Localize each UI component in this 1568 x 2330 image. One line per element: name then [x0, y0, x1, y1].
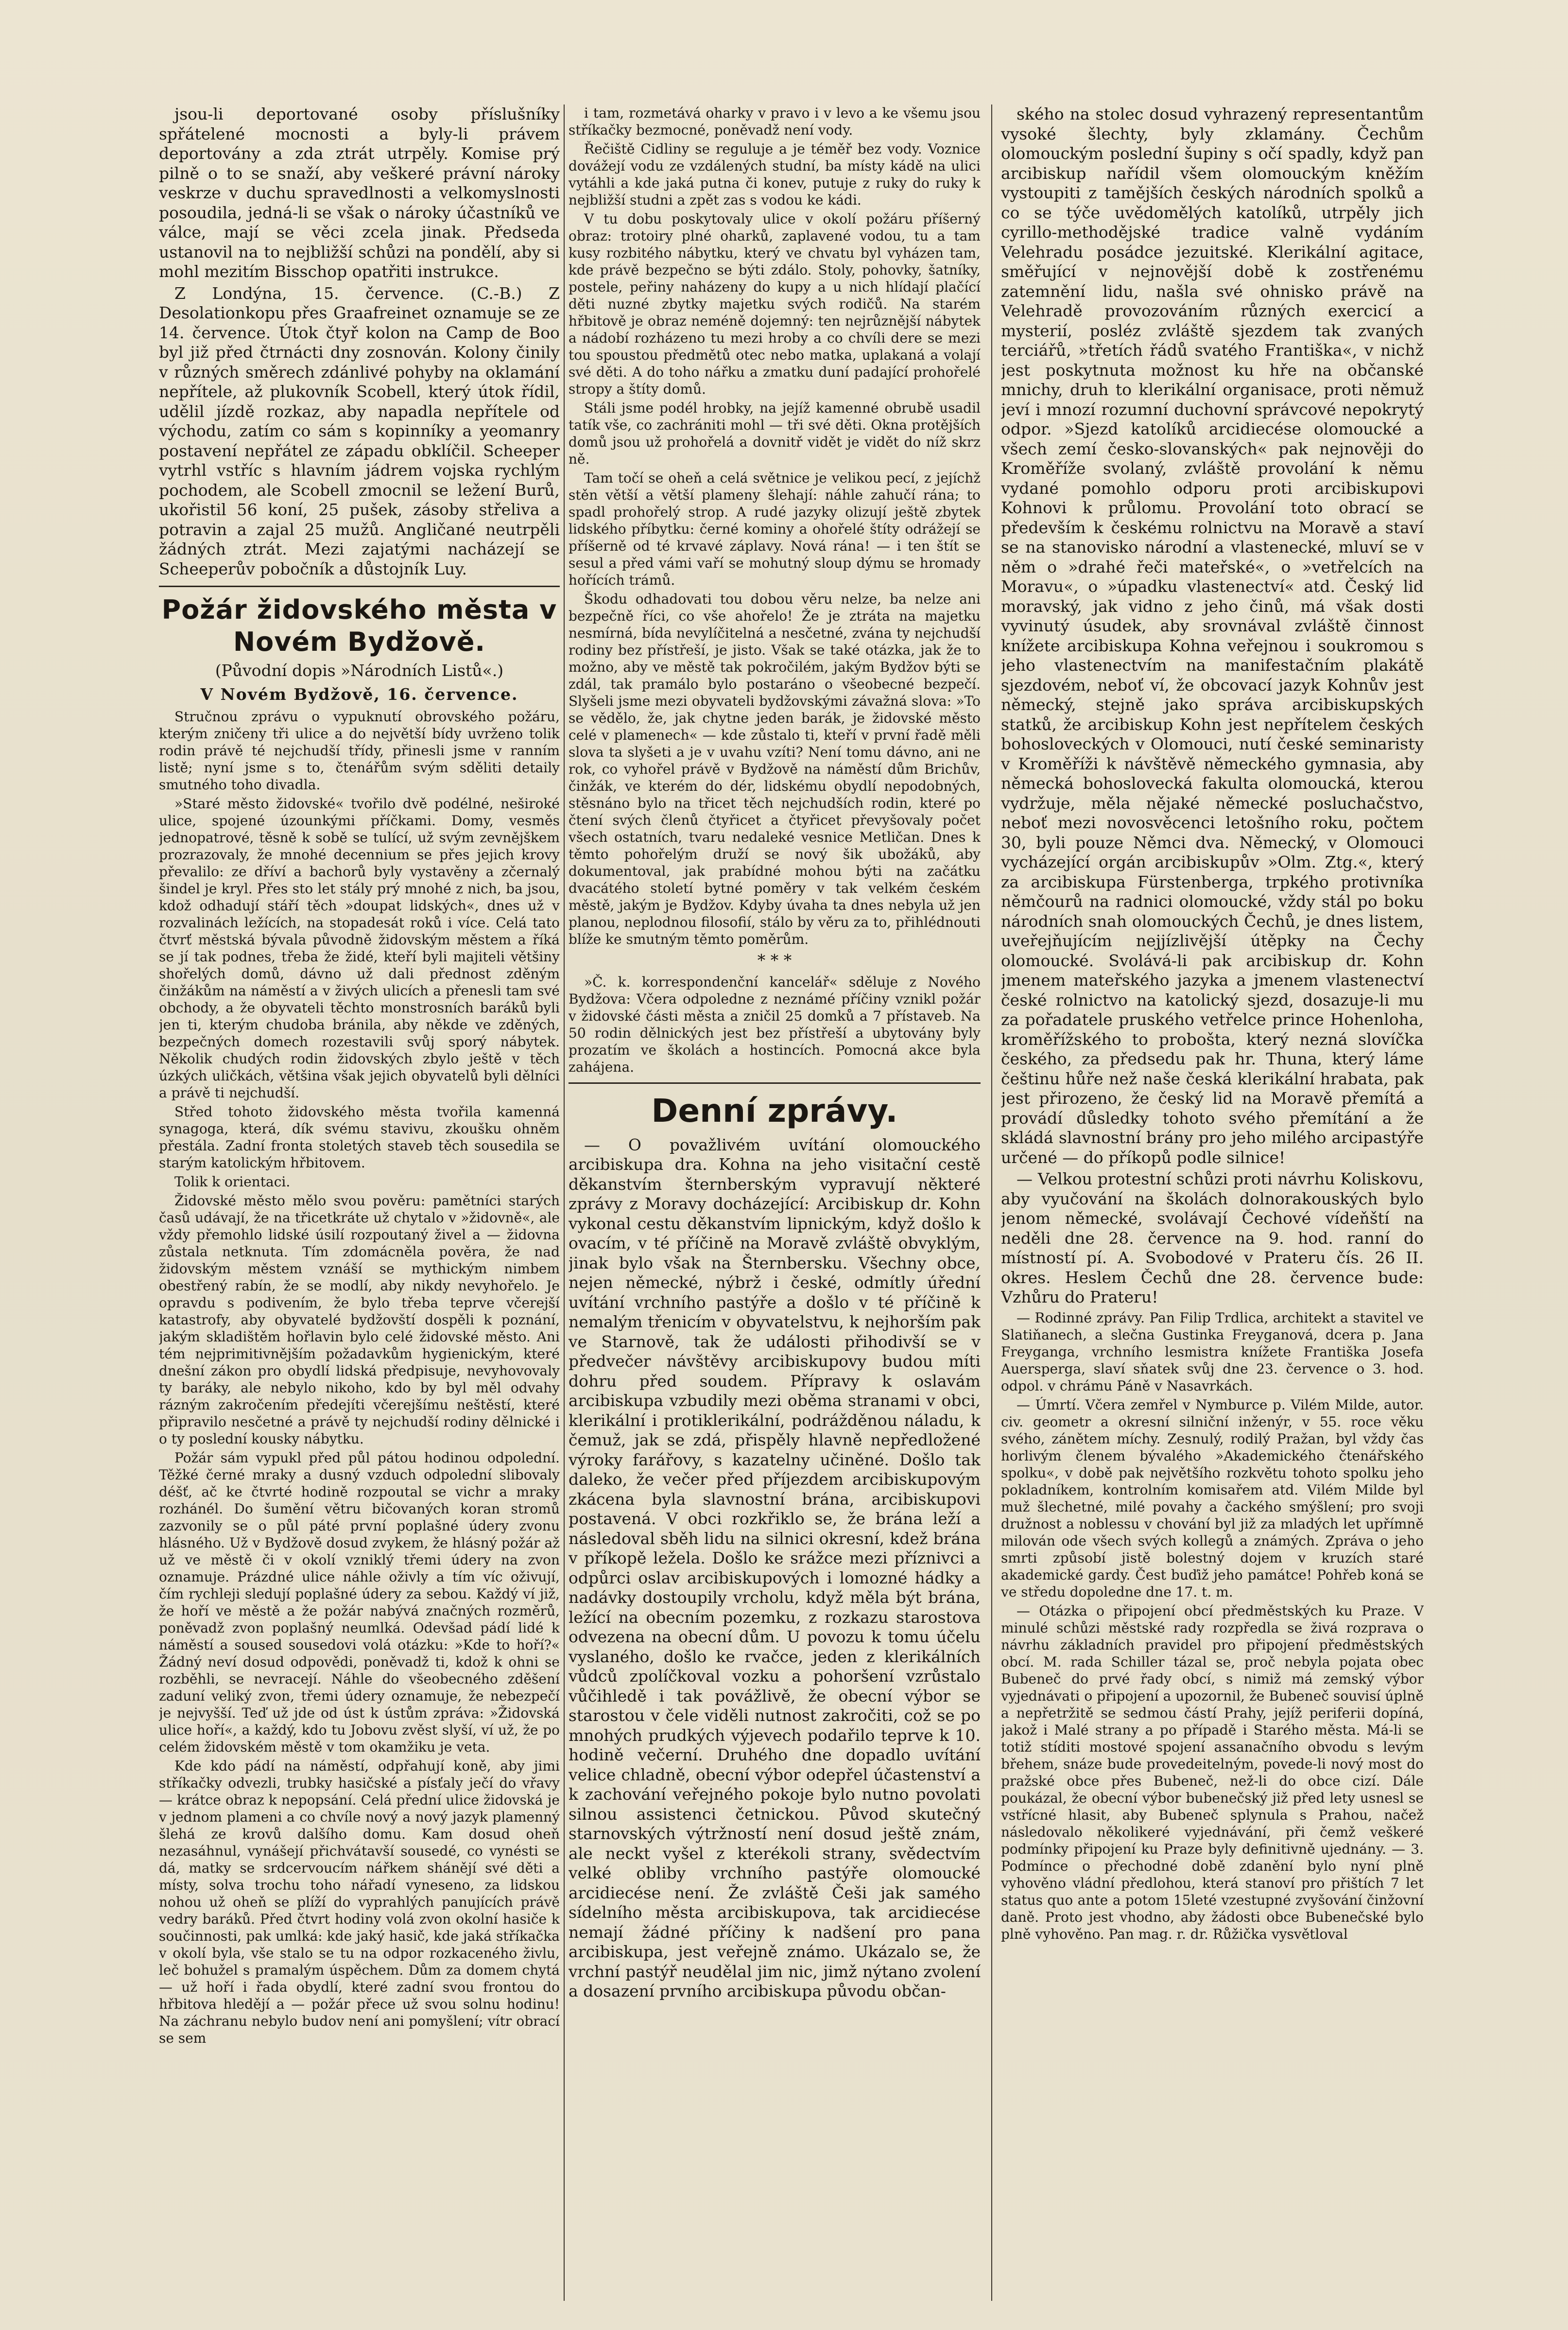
article-paragraph: »Staré město židovské« tvořilo dvě podélné, neširoké ulice, spojené úzounkými příčkami. Domy, vesměs jednopatrové, těsně k sobě se tulící, už svým zevnějškem prozrazovaly, že mnohé decennium se přes jejich krovy převalilo: ze dříví a bachorů byly vystavěny a zčernalý šindel je kryl. Přes sto let stály prý mnohé z nich, ba jsou, kdož odhadují stáří těch »doupat lidských«, dnes už v rozvalinách ležících, na stopadesát roků i více. Celá tato čtvrť městská bývala původně židovským městem a říká se jí tak podnes, třeba že židé, kteří byli majiteli většiny shořelých domů, dávno už dali přednost zděným činžákům na náměstí a v živých ulicích a přenesli tam své obchody, a že obyvateli těchto monstrosních baráků byli jen ti, kterým chudoba bránila, aby někde ve zděných, bezpečných domech rozestavili svůj sporý nábytek. Několik chudých rodin židovských zbylo ještě v těch úzkých uličkách, většina však jejich obyvatelů byli dělníci a právě ti nejchudší.	[159, 796, 560, 1101]
article-paragraph: Škodu odhadovati tou dobou věru nelze, ba nelze ani bezpečně říci, co vše ahořelo! Že je ztráta na majetku nesmírná, bída nevylíčitelná a nesčetné, zvána ty nejchudší rodiny bez přístřeší, je jisto. Však se také otázka, jak že to možno, aby ve městě tak pokročilém, jakým Bydžov býti se zdál, tak pramálo bylo postaráno o všeobecné bezpečí. Slyšeli jsme mezi obyvateli bydžovskými závažná slova: »To se vědělo, že, jak chytne jeden barák, je židovské město celé v plamenech« — kde zůstalo ti, kteří v první řadě měli slova ta slyšeti a je v uvahu vzíti? Není tomu dávno, ani ne rok, co vyhořel právě v Bydžově na náměstí dům Brichův, činžák, ve kterém do dér, lidskému obydlí nepodobných, stěsnáno bylo na třicet těch nejchudších rodin, které po čtení svých členů čtyřicet a čtyřicet převyšovaly počet všech ostatních, tvaru nedaleké vesnice Metličan. Dnes k těmto pohořelým druží se nový šik ubožáků, aby dokumentoval, jak prabídné mohou býti na začátku dvacátého století bytné poměry v tak velkém českém městě, jakým je Bydžov. Kdyby úvaha ta dnes nebyla už jen planou, neplodnou filosofií, stálo by věru za to, přihlédnouti blíže ke smutným těmto poměrům.	[569, 591, 981, 947]
article-source: (Původní dopis »Národních Listů«.)	[215, 661, 504, 680]
article-paragraph: »Č. k. korrespondenční kancelář« sděluje z Nového Bydžova: Včera odpoledne z neznámé příčiny vznikl požár v židovské části města a zničil 25 domků a 7 přístaveb. Na 50 rodin dělnických jest bez přístřeší a ubytovány byly prozatím ve školách a hostincích. Pomocná akce byla zahájena.	[569, 974, 981, 1075]
section-heading: Denní zprávy.	[651, 1092, 898, 1130]
column-divider	[564, 104, 565, 2301]
section-stars: * * *	[757, 951, 792, 970]
article-paragraph: Kde kdo pádí na náměstí, odpřahují koně, aby jimi stříkačky odvezli, trubky hasičské a písťaly ječí do vřavy — krátce obraz k nepopsání. Celá přední ulice židovská je v jednom plameni a co chvíle nový a nový jazyk plamenný šlehá ze krovů dalšího domu. Kam dosud oheň nezasáhnul, vynášejí přichvátavší sousedé, co vynésti se dá, matky se srdcervoucím nářkem shánějí své děti a místy, solva trochu toho nářadí vyneseno, za lidskou nohou už oheň se plíží do vyprahlých panujících právě vedry baráků. Před čtvrt hodiny volá zvon okolní hasiče k součinnosti, pak umlká: kde jaký hasič, kde jaká stříkačka v okolí byla, vše stalo se tu na odpor rozkaceného živlu, leč bohužel s pramalým úspěchem. Dům za domem chytá — už hoří i řada obydlí, které zadní svou frontou do hřbitova hledějí a — požár přece už svou solnu hodinu! Na záchranu nebylo budov není ani pomyšlení; vítr obrací se sem	[159, 1758, 560, 2046]
article-paragraph: — O považlivém uvítání olomouckého arcibiskupa dra. Kohna na jeho visitační cestě děkanstvím šternberským vypravují některé zprávy z Moravy docházející: Arcibiskup dr. Kohn vykonal cestu děkanstvím lipnickým, když došlo k ovacím, v té příčině na Moravě zvláště obvyklým, jinak bylo však na Šternbersku. Všechny obce, nejen německé, nýbrž i české, odmítly úřední uvítání vrchního pastýře a došlo v té příčině k nemalým třenicím v obyvatelstvu, k nejhorším pak ve Starnově, tak že události přihodivší se v předvečer návštěvy arcibiskupovy budou míti dohru před soudem. Přípravy k oslavám arcibiskupa vzbudily mezi oběma stranami v obci, klerikální i protiklerikální, podrážděnou náladu, k čemuž, jak se zdá, přispěly hlavně nepředložené výroky farářovy, s kazatelny učiněné. Došlo tak daleko, že večer před příjezdem arcibiskupovým zkácena byla slavnostní brána, arcibiskupovi postavená. V obci rozkřiklo se, že brána leží a následoval sběh lidu na silnici okresní, kdež brána v příkopě ležela. Došlo ke srážce mezi příznivci a odpůrci oslav arcibiskupových i lomozné hádky a nadávky dostoupily vrcholu, když měla být brána, ležící na obecním pozemku, z rozkazu starostova odvezena na obecní dům. U povozu k tomu účelu vyslaného, došlo ke rvačce, jeden z klerikálních vůdců zpolíčkoval vozku a pohoršení vzrůstalo vůčihledě i tak povážlivě, že obecní výbor se starostou v čele viděli nutnost zakročiti, což se po mnohých prudkých výjevech podařilo teprve k 10. hodině večerní. Druhého dne dopadlo uvítání velice chladně, obecní výbor odepřel účastenství a k zachování veřejného pokoje bylo nutno povolati silnou assistenci četnickou. Původ skutečný starnovských výtržností není dosud ještě znám, ale neckt vyšel z kterékoli strany, svědectvím velké obliby vrchního pastýře olomoucké arcidiecése není. Že zvláště Češi jak samého sídelního města arcibiskupova, tak arcidiecése nemají žádné příčiny k nadšení pro pana arcibiskupa, jest veřejně známo. Ukázalo se, že vrchní pastýř neudělal jim nic, jimž nýtano zvolení a dosazení prvního arcibiskupa původu občan-	[569, 1135, 981, 2000]
article-paragraph: Stáli jsme podél hrobky, na jejíž kamenné obrubě usadil tatík vše, co zachrániti mohl — tři své děti. Okna protějších domů jsou už prohořelá a dovnitř vidět je vidět do níž skrz ně.	[569, 400, 981, 467]
article-paragraph: ského na stolec dosud vyhrazený representantům vysoké šlechty, byly zklamány. Čechům olomouckým poslední šupiny s očí spadly, když pan arcibiskup nařídil všem olomouckým kněžím vystoupiti z tamějších českých národních spolků a co se týče uvědomělých katolíků, utrpěly jich cyrillo-methodějské tradice valně vydáním Velehradu posádce jezuitské. Klerikální agitace, směřující v nejnovější době k zostřenému zatemnění lidu, našla své ohnisko právě na Velehradě provozováním různých exercicí a mysterií, posléz zvláště sjezdem tak zvaných terciářů, »třetích řádů svatého Františka«, v nichž jest poskytnuta možnost ku hře na občanské mnichy, druh to klerikální organisace, proti němuž jeví i mnozí rozumní duchovní správcové nepokrytý odpor. »Sjezd katolíků arcidiecése olomoucké a všech zemí česko-slovanských« pak nejnověji do Kroměříže svolaný, zvláště provolání k němu vydané pomohlo odporu proti arcibiskupovi Kohnovi k průlomu. Provolání toto obrací se především k českému rolnictvu na Moravě a staví se na stanovisko národní a vlastenecké, mluví se v něm o »drahé řeči mateřské«, o »vetřelcích na Moravu«, o »úpadku vlastenectví« atd. Český lid moravský, jak vidno z jeho činů, má však dosti vyvinutý úsudek, aby srovnával zvláště činnost knížete arcibiskupa Kohna veřejnou i soukromou s jeho vlastenectvím na manifestačním plakátě sjezdovém, neboť ví, že obcovací jazyk Kohnův jest německý, stejně jako správa arcibiskupských statků, že arcibiskup Kohn jest nepřítelem českých bohosloveckých v Olomouci, nutí české seminaristy v Kroměříži k návštěvě německého gymnasia, aby německá bohoslovecká fakulta olomoucká, kterou vydržuje, měla nějaké německé posluchačstvo, neboť mezi novosvěcenci letošního roku, počtem 30, byli pouze Němci dva. Německý, v Olomouci vycházející orgán arcibiskupův »Olm. Ztg.«, který za arcibiskupa Fürstenberga, trpkého protivníka němčourů na radnici olomoucké, vždy stál po boku národních snah olomouckých Čechů, je dnes listem, uveřejňujícím nejjízlivější útěpky na Čechy olomoucké. Svolává-li pak arcibiskup dr. Kohn jmenem mateřského jazyka a jmenem vlastenectví české rolnictvo na katolický sjezd, dosazuje-li mu za pořadatele pruského vetřelce prince Hohenloha, kroměřížského to probošta, který nezná slovíčka českého, za předsedu pak hr. Thuna, který láme češtinu hůře než naše česká klerikální hrabata, pak jest přirozeno, že český lid na Moravě přemítá a provádí důsledky tohoto svého přemítání a že skládá slavnostní brány pro jeho milého arcipastýře určené — do příkopů podle silnice!	[1001, 104, 1424, 1167]
article-headline: Požár židovského města v Novém Bydžově.	[161, 594, 557, 657]
article-paragraph: — Rodinné zprávy. Pan Filip Trdlica, architekt a stavitel ve Slatiňanech, a slečna Gustinka Freyganová, dcera p. Jana Freyganga, vrchního lesmistra knížete Františka Josefa Auersperga, slaví sňatek svůj dne 23. července o 3. hod. odpol. v chrámu Páně v Nasavrkách.	[1001, 1309, 1424, 1394]
article-paragraph: Židovské město mělo svou pověru: pamětníci starých časů udávají, že na třicetkráte už chytalo v »židovně«, ale vždy přemohlo lidské úsilí rozpoutaný živel a — židovna zůstala netknuta. Tím zdomácněla pověra, že nad židovským městem vznáší se mythickým nimbem obestřený rabín, že se modlí, aby nikdy nevyhořelo. Je opravdu s podivením, že bylo třeba teprve včerejší katastrofy, aby obyvatelé bydžovští dospěli k poznání, jakým skladištěm hořlavin bylo celé židovské město. Ani tém nejprimitivnějším požadavkům hygienickým, které dnešní zákon pro obydlí lidská předpisuje, nevyhovovaly ty baráky, ale nebylo nikoho, kdo by byl měl odvahy rázným zakročením předejíti včerejšímu neštěstí, které připravilo nesčetné a právě ty nejchudší rodiny dělnické i o ty poslední kousky nábytku.	[159, 1193, 560, 1447]
column-2	[569, 104, 981, 2301]
article-paragraph: Stručnou zprávu o vypuknutí obrovského požáru, kterým zničeny tři ulice a do největší bídy uvrženo tolik rodin právě té nejchudší třídy, přinesli jsme v ranním listě; nyní jsme s to, čtenářům svým sděliti detaily smutného toho divadla.	[159, 709, 560, 793]
article-dateline: V Novém Bydžově, 16. července.	[200, 684, 518, 704]
article-paragraph: jsou-li deportované osoby příslušníky spřátelené mocnosti a byly-li právem deportovány a zda ztrát utrpěly. Komise prý pilně o to se snaží, aby veškeré právní nároky veskrze v duchu spravedlnosti a velkomyslnosti posoudila, jedná-li se však o nároky účastníků ve válce, mají se věci zcela jinak. Předseda ustanovil na to nejbližší schůzi na pondělí, aby si mohl mezitím Bisschop opatřiti instrukce.	[159, 104, 560, 281]
column-divider	[991, 104, 992, 2301]
article-paragraph: Řečiště Cidliny se reguluje a je téměř bez vody. Voznice dovážejí vodu ze vzdálených studní, ba místy kádě na ulici vytáhli a kde jaká putna či konev, putuje z ruky do ruky k nejbližší studni a zpět zas s vodou ke kádi.	[569, 141, 981, 208]
article-paragraph: Tolik k orientaci.	[174, 1174, 291, 1190]
divider-line	[159, 586, 560, 587]
column-1	[159, 104, 560, 2301]
divider-line	[569, 1082, 981, 1084]
article-paragraph: i tam, rozmetává oharky v pravo i v levo a ke všemu jsou stříkačky bezmocné, poněvadž není vody.	[569, 105, 981, 138]
article-paragraph: — Velkou protestní schůzi proti návrhu Koliskovu, aby vyučování na školách dolnorakouských bylo jenom německé, svolávají Čechové vídeňští na neděli dne 28. července na 9. hod. ranní do místností pí. A. Svobodové v Prateru čís. 26 II. okres. Heslem Čechů dne 28. července bude: Vzhůru do Prateru!	[1001, 1169, 1424, 1306]
article-paragraph: — Otázka o připojení obcí předměstských ku Praze. V minulé schůzi městské rady rozpředla se živá rozprava o návrhu základních pravidel pro připojení předměstských obcí. M. rada Schiller tázal se, proč nebyla pojata obec Bubeneč do prvé řady obcí, s nimiž má zemský výbor vyjednávati o připojení a upozornil, že Bubeneč souvisí úplně a nepřetržitě se sedmou částí Prahy, jejíž periferii dopíná, jakož i Malé strany a po případě i Starého města. Má-li se totiž stíditi mostové spojení assanačního obvodu s levým břehem, snáze bude provedeitelným, povede-li nový most do pražské obce přes Bubeneč, než-li do obce cizí. Dále poukázal, že obecní výbor bubenečský již před lety usnesl se vstřícné hlasit, aby Bubeneč splynula s Prahou, načež následovalo několikeré vyjednávání, při čemž veškeré podmínky připojení ku Praze byly definitivně ujednány. — 3. Podmínce o přechodné době zdanění bylo nyní plně vyhověno vládní předlohou, která stanoví pro přištích 7 let status quo ante a potom 15leté vzestupné zvyšování činžovní daně. Proto jest vhodno, aby žádosti obce Bubenečské bylo plně vyhověno. Pan mag. r. dr. Růžička vysvětloval	[1001, 1602, 1424, 1942]
article-paragraph: V tu dobu poskytovaly ulice v okolí požáru příšerný obraz: trotoiry plné oharků, zaplavené vodou, tu a tam kusy rozbitého nábytku, který ve chvatu byl vyházen tam, kde právě bezpečno se býti zdálo. Stoly, pohovky, šatníky, postele, peřiny naházeny do kupy a u nich hlídají plačící děti nuzné zbytky majetku svých rodičů. Na starém hřbitově je obraz neméně dojemný: ten nejrůznější nábytek a nádobí rozházeno tu mezi hroby a co chvíli dere se mezi tou spoustou předmětů otec nebo matka, uplakaná a volají své děti. A do toho nářku a zmatku duní padající prohořelé stropy a štíty domů.	[569, 211, 981, 397]
article-paragraph: Požár sám vypukl před půl pátou hodinou odpolední. Těžké černé mraky a dusný vzduch odpolední slibovaly déšť, ač ke čtvrté hodině rozpoutal se vichr a mraky rozhánél. Do šumění větru bičovaných koran stromů zazvonily se o půl páté první poplašné údery zvonu hlásného. Už v Bydžově dosud zvykem, že hlásný požár až už ve městě či v okolí vzniklý třemi údery na zvon oznamuje. Prázdné ulice náhle oživly a tím víc oživují, čím rychleji sledují poplašné údery za sebou. Každý ví již, že hoří ve městě a že požár nabývá značných rozměrů, poněvadž zvon poplašný neumlká. Odevšad pádí lidé k náměstí a soused sousedovi volá otázku: »Kde to hoří?« Žádný neví dosud odpovědi, poněvadž ti, kdož k ohni se rozběhli, se nevracejí. Náhle do všeobecného zděšení zaduní veliký zvon, třemi údery oznamuje, že nebezpečí je nejvyšší. Teď už jde od úst k ústům zpráva: »Židovská ulice hoří«, a každý, kdo tu Jobovu zvěst slyší, ví už, že po celém židovském městě v tom okamžiku je veta.	[159, 1450, 560, 1755]
article-paragraph: — Úmrtí. Včera zemřel v Nymburce p. Vilém Milde, autor. civ. geometr a okresní silniční inženýr, v 55. roce věku svého, zánětem míchy. Zesnulý, rodilý Pražan, byl vždy čas horlivým členem bývalého »Akademického čtenářského spolku«, v době pak největšího rozkvětu tohoto spolku jeho pokladníkem, kontrolním komisařem atd. Vilém Milde byl muž šlechetné, milé povahy a čackého smýšlení; pro svoji družnost a noblessu v chování byl již za mladých let upřímně milován ode všech svých kollegů a známých. Zpráva o jeho smrti způsobí jistě bolestný dojem v kruzích staré akademické gardy. Čest buďiž jeho památce! Pohřeb koná se ve středu dopoledne dne 17. t. m.	[1001, 1396, 1424, 1600]
article-paragraph: Tam točí se oheň a celá světnice je velikou pecí, z jejíchž stěn větší a větší plameny šlehají: náhle zahučí rána; to spadl prohořelý strop. A rudé jazyky olizují ještě zbytek lidského příbytku: černé kominy a ohořelé štíty odrážejí se příšerně od té krvavé záplavy. Nová rána! — i ten štít se sesul a před vámi vaří se mohutný sloup dýmu se hromady hořících trámů.	[569, 470, 981, 588]
article-paragraph: Střed tohoto židovského města tvořila kamenná synagoga, která, dík svému stavivu, zkoušku ohněm přestála. Zadní fronta stoletých staveb těch sousedila se starým katolickým hřbitovem.	[159, 1104, 560, 1171]
article-paragraph: Z Londýna, 15. července. (C.-B.) Z Desolationkopu přes Graafreinet oznamuje se ze 14. července. Útok čtyř kolon na Camp de Boo byl již před čtrnácti dny zosnován. Kolony činily v různých směrech zdánlivé pohyby na oklamání nepřítele, až plukovník Scobell, který útok řídil, udělil jízdě rozkaz, aby napadla nepřítele od východu, zatím co sám s kopinníky a yeomanry postavení nepřátel ze západu obklíčil. Scheeper vytrhl vstříc s hlavním jádrem vojska rychlým pochodem, ale Scobell zmocnil se ležení Burů, ukořistil 56 koní, 25 pušek, zásoby střeliva a potravin a zajal 25 mužů. Angličané neutrpěli žádných ztrát. Mezi zajatými nacházejí se Scheeperův pobočník a důstojník Luy.	[159, 283, 560, 578]
column-3	[1001, 104, 1424, 2301]
